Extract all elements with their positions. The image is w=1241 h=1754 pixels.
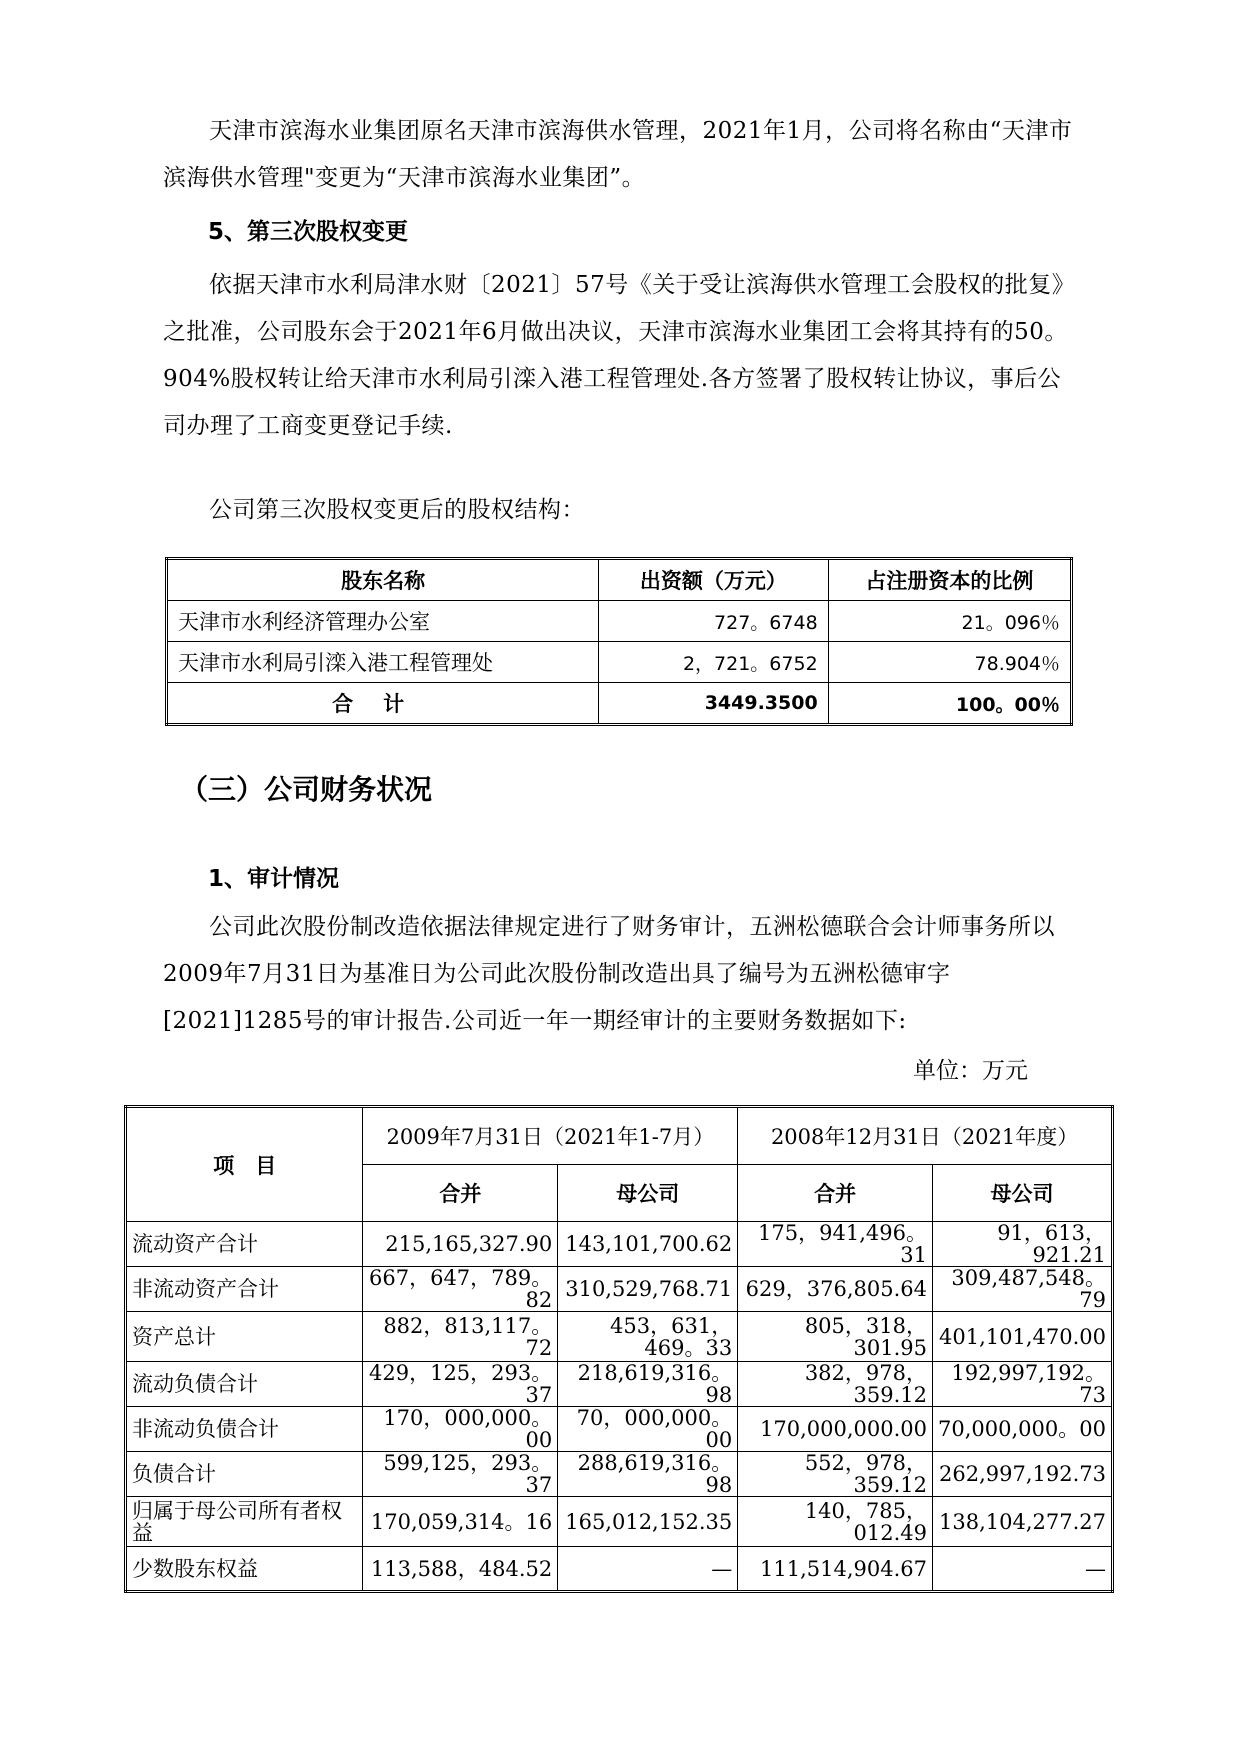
row-label: 少数股东权益: [126, 1547, 363, 1592]
row-label: 非流动资产合计: [126, 1267, 363, 1312]
cell-value: 882，813,117。72: [363, 1312, 558, 1362]
cell-value: 91，613，921.21: [932, 1222, 1112, 1267]
financial-table: [124, 1105, 1114, 1593]
header-shareholder-name: 股东名称: [167, 559, 599, 601]
cell-value: 165,012,152.35: [558, 1497, 738, 1547]
subheader-consolidated: 合并: [363, 1165, 558, 1222]
contribution-value: 727。6748: [599, 601, 829, 642]
finance-section-title: （三）公司财务状况: [180, 773, 433, 806]
cell-value: 401,101,470.00: [932, 1312, 1112, 1362]
ratio-value: 78.904％: [828, 642, 1071, 683]
cell-value: 667，647，789。82: [363, 1267, 558, 1312]
cell-value: 175，941,496。31: [738, 1222, 933, 1267]
row-label: 负债合计: [126, 1452, 363, 1497]
shareholder-table: [165, 557, 1073, 726]
table-row: [126, 1452, 1113, 1497]
cell-value: 170,059,314。16: [363, 1497, 558, 1547]
shareholder-name: 天津市水利经济管理办公室: [167, 601, 599, 642]
header-period-2: 2008年12月31日（2021年度）: [738, 1107, 1113, 1165]
total-label: 合计: [167, 683, 599, 725]
header-item: 项 目: [126, 1107, 363, 1222]
table-row: [167, 601, 1072, 642]
table-row: [167, 642, 1072, 683]
table-row: [126, 1222, 1113, 1267]
shareholder-name: 天津市水利局引滦入港工程管理处: [167, 642, 599, 683]
cell-value: 70,000,000。00: [932, 1407, 1112, 1452]
table-row: [126, 1267, 1113, 1312]
table-header-row: [126, 1107, 1113, 1165]
header-period-1: 2009年7月31日（2021年1-7月）: [363, 1107, 738, 1165]
unit-label: 单位：万元: [913, 1058, 1028, 1084]
equity-change-paragraph: 依据天津市水利局津水财〔2021〕57号《关于受让滨海供水管理工会股权的批复》之批准，公司股东会于2021年6月做出决议，天津市滨海水业集团工会将其持有的50。904%股权转让给天津市水利局引滦入港工程管理处.各方签署了股权转让协议，事后公司办理了工商变更登记手续.: [163, 272, 1076, 439]
equity-structure-intro: 公司第三次股权变更后的股权结构：: [209, 497, 585, 523]
total-contribution: 3449.3500: [599, 683, 829, 725]
table-row: [126, 1547, 1113, 1592]
cell-value: —: [932, 1547, 1112, 1592]
intro-paragraph: 天津市滨海水业集团原名天津市滨海供水管理，2021年1月，公司将名称由“天津市滨海供水管理"变更为“天津市滨海水业集团”。: [163, 118, 1073, 191]
cell-value: 629，376,805.64: [738, 1267, 933, 1312]
row-label: 资产总计: [126, 1312, 363, 1362]
cell-value: 599,125，293。37: [363, 1452, 558, 1497]
table-row: [126, 1362, 1113, 1407]
table-header-row: [167, 559, 1072, 601]
cell-value: 552，978，359.12: [738, 1452, 933, 1497]
cell-value: 429，125，293。37: [363, 1362, 558, 1407]
row-label: 流动负债合计: [126, 1362, 363, 1407]
cell-value: 143,101,700.62: [558, 1222, 738, 1267]
cell-value: 140，785，012.49: [738, 1497, 933, 1547]
cell-value: 218,619,316。98: [558, 1362, 738, 1407]
cell-value: 113,588，484.52: [363, 1547, 558, 1592]
header-contribution: 出资额（万元）: [599, 559, 829, 601]
subheader-consolidated: 合并: [738, 1165, 933, 1222]
row-label: 归属于母公司所有者权益: [126, 1497, 363, 1547]
cell-value: 170,000,000.00: [738, 1407, 933, 1452]
total-ratio: 100。00％: [828, 683, 1071, 725]
contribution-value: 2，721。6752: [599, 642, 829, 683]
audit-paragraph: 公司此次股份制改造依据法律规定进行了财务审计，五洲松德联合会计师事务所以2009年7月31日为基准日为公司此次股份制改造出具了编号为五洲松德审字[2021]1285号的审计报告.公司近一年一期经审计的主要财务数据如下:: [163, 914, 1055, 1034]
row-label: 非流动负债合计: [126, 1407, 363, 1452]
cell-value: 215,165,327.90: [363, 1222, 558, 1267]
table-row: [126, 1312, 1113, 1362]
table-row: [126, 1497, 1113, 1547]
cell-value: 382，978，359.12: [738, 1362, 933, 1407]
equity-change-heading: 5、第三次股权变更: [208, 219, 409, 245]
cell-value: 192,997,192。73: [932, 1362, 1112, 1407]
ratio-value: 21。096％: [828, 601, 1071, 642]
cell-value: 805，318，301.95: [738, 1312, 933, 1362]
cell-value: 310,529,768.71: [558, 1267, 738, 1312]
table-total-row: [167, 683, 1072, 725]
cell-value: 70，000,000。00: [558, 1407, 738, 1452]
cell-value: 288,619,316。98: [558, 1452, 738, 1497]
table-row: [126, 1407, 1113, 1452]
header-ratio: 占注册资本的比例: [828, 559, 1071, 601]
subheader-parent: 母公司: [558, 1165, 738, 1222]
cell-value: 111,514,904.67: [738, 1547, 933, 1592]
cell-value: 309,487,548。79: [932, 1267, 1112, 1312]
subheader-parent: 母公司: [932, 1165, 1112, 1222]
cell-value: 138,104,277.27: [932, 1497, 1112, 1547]
cell-value: 170，000,000。00: [363, 1407, 558, 1452]
cell-value: 262,997,192.73: [932, 1452, 1112, 1497]
audit-heading: 1、审计情况: [208, 866, 340, 892]
cell-value: 453，631，469。33: [558, 1312, 738, 1362]
row-label: 流动资产合计: [126, 1222, 363, 1267]
cell-value: —: [558, 1547, 738, 1592]
